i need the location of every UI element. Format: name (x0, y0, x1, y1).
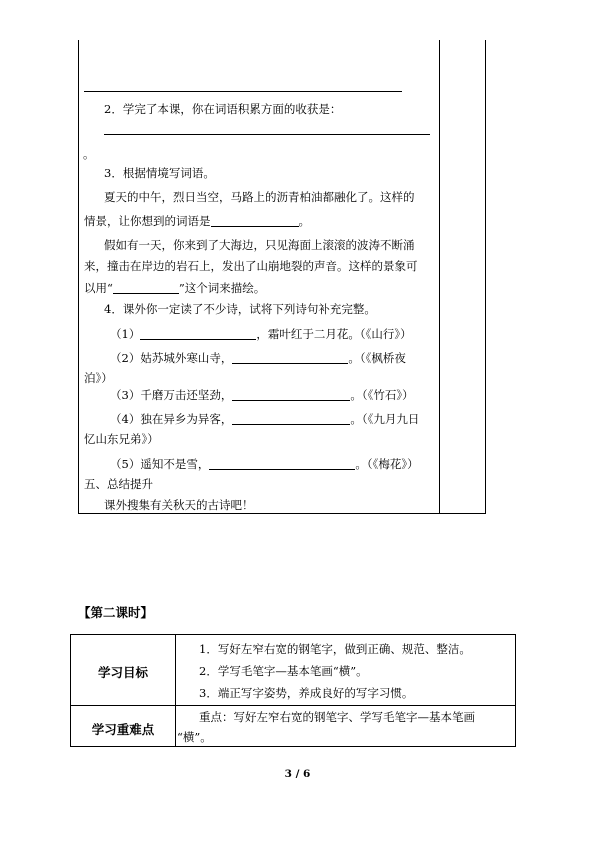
fill-blank[interactable] (140, 328, 256, 340)
scenario-2-line-3: 以用“ ”这个词来描绘。 (84, 281, 266, 295)
fill-blank[interactable] (211, 215, 299, 227)
section-title: 【第二课时】 (78, 605, 154, 620)
poem-2: （2）姑苏城外寒山寺， 。（《枫桥夜 (110, 351, 406, 365)
fill-blank[interactable] (232, 413, 350, 425)
fill-blank[interactable] (232, 352, 348, 364)
label-key-points: 学习重难点 (91, 722, 155, 737)
section-5-heading: 五、总结提升 (84, 477, 153, 491)
goal-3: 3．端正写字姿势，养成良好的写字习惯。 (199, 686, 414, 700)
label-learning-goals: 学习目标 (97, 665, 148, 680)
question-4: 4．课外你一定读了不少诗，试将下列诗句补充完整。 (104, 302, 376, 316)
answer-line-1 (84, 91, 402, 92)
poem-1: （1） ，霜叶红于二月花。（《山行》） (110, 327, 412, 341)
table-row-divider (71, 705, 515, 706)
poem-3: （3）千磨万击还坚劲， 。（《竹石》） (110, 388, 414, 402)
objectives-table (70, 634, 516, 747)
poem-5: （5）遥知不是雪， 。（《梅花》） (110, 457, 419, 471)
scenario-1-line-2: 情景，让你想到的词语是 。 (84, 214, 310, 228)
key-points-line-1: 重点：写好左窄右宽的钢笔字、学写毛笔字—基本笔画 (199, 710, 475, 724)
section-5-text: 课外搜集有关秋天的古诗吧！ (104, 498, 254, 512)
scenario-1-line-1: 夏天的中午，烈日当空，马路上的沥青柏油都融化了。这样的 (104, 190, 415, 204)
question-2: 2．学完了本课，你在词语积累方面的收获是： (104, 102, 342, 116)
table-column-divider (439, 40, 440, 513)
question-3: 3．根据情境写词语。 (104, 166, 215, 180)
poem-2-continued: 泊》） (84, 371, 113, 385)
goal-2: 2．学写毛笔字—基本笔画“横”。 (199, 664, 368, 678)
page-number: 3 / 6 (284, 768, 311, 780)
scenario-2-line-2: 来，撞击在岸边的岩石上，发出了山崩地裂的声音。这样的景象可 (84, 259, 418, 273)
poem-4: （4）独在异乡为异客， 。（《九月九日 (110, 412, 420, 426)
table-column-divider (175, 635, 176, 746)
scenario-2-line-1: 假如有一天，你来到了大海边，只见海面上滚滚的波涛不断涌 (104, 238, 415, 252)
question-2-end: 。 (83, 147, 95, 161)
fill-blank[interactable] (232, 389, 350, 401)
fill-blank[interactable] (209, 458, 355, 470)
answer-line-2 (104, 134, 430, 135)
fill-blank[interactable] (113, 282, 179, 294)
goal-1: 1．写好左窄右宽的钢笔字，做到正确、规范、整洁。 (199, 642, 471, 656)
key-points-line-2: “横”。 (177, 730, 212, 744)
poem-4-continued: 忆山东兄弟》） (84, 432, 159, 446)
